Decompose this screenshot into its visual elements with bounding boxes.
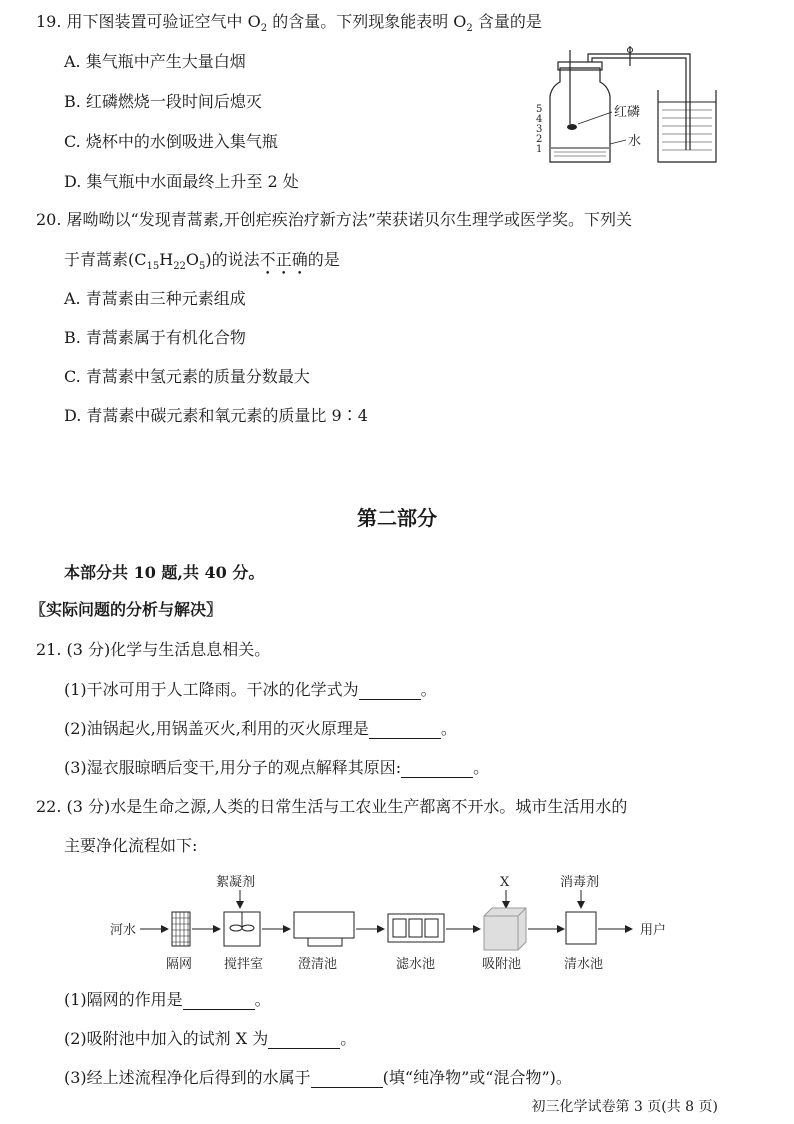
q21-item-1: (1)干冰可用于人工降雨。干冰的化学式为 。: [64, 680, 437, 699]
answer-blank[interactable]: [359, 683, 421, 700]
q20-option-d[interactable]: D. 青蒿素中碳元素和氧元素的质量比 9∶4: [64, 406, 368, 425]
q19-option-a[interactable]: A. 集气瓶中产生大量白烟: [64, 52, 246, 71]
q21-stem: 21. (3 分)化学与生活息息相关。: [36, 640, 271, 659]
answer-blank[interactable]: [268, 1032, 340, 1049]
q19-apparatus-diagram: [530, 40, 720, 170]
q19-stem: 19. 用下图装置可验证空气中 $O_2$ 的含量。下列现象能表明 $O_2$ 含量的是: [36, 12, 542, 34]
answer-blank[interactable]: [369, 722, 441, 739]
category-heading: 〖实际问题的分析与解决〗: [30, 600, 223, 619]
q22-stem-line2: 主要净化流程如下:: [64, 836, 198, 855]
part2-intro: 本部分共 10 题,共 40 分。: [64, 563, 265, 582]
q19-option-b[interactable]: B. 红磷燃烧一段时间后熄灭: [64, 92, 262, 111]
emphasis-char-1: 不: [259, 250, 276, 269]
label-phosphorus: 红磷: [614, 105, 641, 120]
q20-stem-line1: 20. 屠呦呦以“发现青蒿素,开创疟疾治疗新方法”荣获诺贝尔生理学或医学奖。下列关: [36, 210, 632, 229]
scale-2: 2: [536, 134, 543, 145]
scale-3: 3: [536, 124, 543, 135]
stage-filter: 滤水池: [396, 957, 436, 972]
scale-1: 1: [536, 144, 543, 155]
q20-option-a[interactable]: A. 青蒿素由三种元素组成: [64, 289, 246, 308]
q19-option-c[interactable]: C. 烧杯中的水倒吸进入集气瓶: [64, 132, 278, 151]
q19-option-d[interactable]: D. 集气瓶中水面最终上升至 2 处: [64, 172, 299, 191]
q22-item-1: (1)隔网的作用是 。: [64, 990, 271, 1009]
flocculant-label: 絮凝剂: [216, 875, 256, 890]
page-footer: 初三化学试卷第 3 页(共 8 页): [531, 1099, 718, 1115]
stage-mixing: 搅拌室: [224, 957, 264, 972]
q22-stem-line1: 22. (3 分)水是生命之源,人类的日常生活与工农业生产都离不开水。城市生活用水的: [36, 797, 628, 816]
disinfectant-label: 消毒剂: [560, 875, 600, 890]
flow-input-label: 河水: [110, 923, 137, 938]
stage-screen: 隔网: [166, 957, 193, 972]
answer-blank[interactable]: [183, 993, 255, 1010]
answer-blank[interactable]: [401, 761, 473, 778]
q21-item-2: (2)油锅起火,用锅盖灭火,利用的灭火原理是 。: [64, 719, 457, 738]
flow-output-label: 用户: [640, 923, 667, 938]
emphasis-char-2: 正: [275, 250, 292, 269]
q20-stem-line2: 于青蒿素$(C_{15}H_{22}O_5)$的说法不正确的是: [64, 250, 340, 272]
q20-option-b[interactable]: B. 青蒿素属于有机化合物: [64, 328, 246, 347]
emphasis-char-3: 确: [291, 250, 308, 269]
water-purification-flow-diagram: [100, 868, 700, 978]
stage-clear-water: 清水池: [564, 957, 604, 972]
section-title: 第二部分: [357, 506, 437, 530]
q22-item-2: (2)吸附池中加入的试剂 X 为 。: [64, 1029, 357, 1048]
answer-blank[interactable]: [311, 1071, 383, 1088]
stage-adsorption: 吸附池: [482, 957, 522, 972]
q21-item-3: (3)湿衣服晾晒后变干,用分子的观点解释其原因: 。: [64, 758, 490, 777]
q22-item-3: (3)经上述流程净化后得到的水属于 (填“纯净物”或“混合物”)。: [64, 1068, 572, 1087]
reagent-x-label: X: [500, 875, 510, 890]
label-water: 水: [628, 134, 642, 149]
q20-option-c[interactable]: C. 青蒿素中氢元素的质量分数最大: [64, 367, 310, 386]
stage-clarifier: 澄清池: [298, 957, 338, 972]
scale-5: 5: [536, 104, 543, 115]
scale-4: 4: [536, 114, 543, 125]
